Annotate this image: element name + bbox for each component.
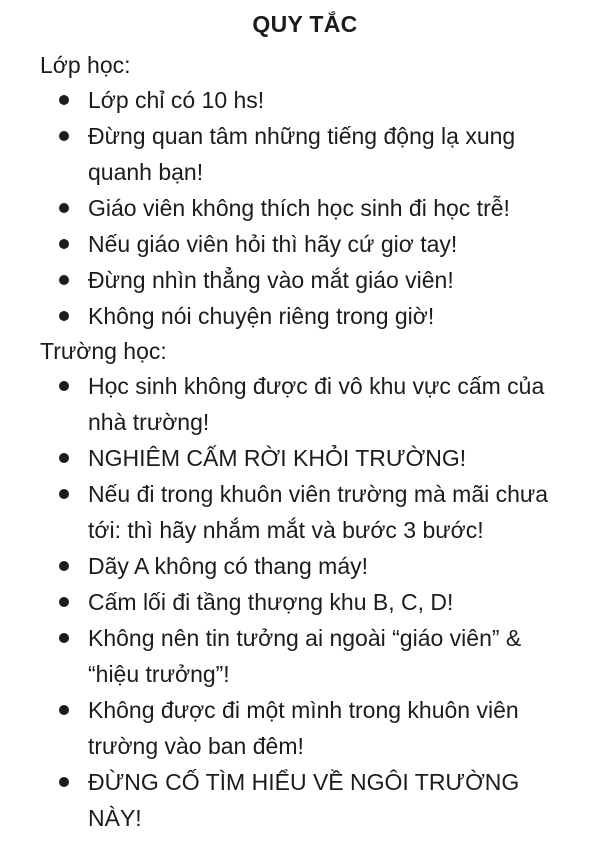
section-heading-classroom: Lớp học: (40, 52, 131, 78)
rule-item (40, 118, 570, 190)
bullet-icon (59, 203, 69, 213)
rule-item (40, 764, 570, 836)
section-school (40, 334, 570, 836)
rule-text: Không nói chuyện riêng trong giờ! (88, 303, 435, 329)
rule-item (40, 584, 570, 620)
rule-text: Không nên tin tưởng ai ngoài “giáo viên” & “hiệu trưởng”! (88, 625, 522, 687)
rule-text: Học sinh không được đi vô khu vực cấm của nhà trường! (88, 373, 545, 435)
bullet-icon (59, 311, 69, 321)
bullet-icon (59, 561, 69, 571)
section-classroom (40, 48, 570, 334)
rule-item (40, 82, 570, 118)
rule-item (40, 262, 570, 298)
rule-item (40, 226, 570, 262)
rule-text: Không được đi một mình trong khuôn viên trường vào ban đêm! (88, 697, 519, 759)
bullet-icon (59, 777, 69, 787)
rule-text: Nếu giáo viên hỏi thì hãy cứ giơ tay! (88, 231, 458, 257)
bullet-icon (59, 131, 69, 141)
bullet-icon (59, 275, 69, 285)
bullet-icon (59, 239, 69, 249)
rule-item (40, 298, 570, 334)
rule-item (40, 440, 570, 476)
document-title: QUY TẮC (252, 11, 358, 37)
bullet-icon (59, 705, 69, 715)
rule-text: NGHIÊM CẤM RỜI KHỎI TRƯỜNG! (88, 445, 467, 471)
rule-item (40, 368, 570, 440)
rule-text: Nếu đi trong khuôn viên trường mà mãi chưa tới: thì hãy nhắm mắt và bước 3 bước! (88, 481, 549, 543)
section-heading-school: Trường học: (40, 338, 167, 364)
bullet-icon (59, 489, 69, 499)
rule-text: Cấm lối đi tầng thượng khu B, C, D! (88, 589, 454, 615)
rule-text: Lớp chỉ có 10 hs! (88, 87, 265, 113)
rule-text: Đừng quan tâm những tiếng động lạ xung quanh bạn! (88, 123, 516, 185)
bullet-icon (59, 381, 69, 391)
bullet-icon (59, 453, 69, 463)
bullet-icon (59, 597, 69, 607)
rule-item (40, 190, 570, 226)
rule-item (40, 548, 570, 584)
rule-text: Đừng nhìn thẳng vào mắt giáo viên! (88, 267, 454, 293)
bullet-icon (59, 95, 69, 105)
rule-item (40, 476, 570, 548)
rule-item (40, 620, 570, 692)
rule-text: Giáo viên không thích học sinh đi học trễ! (88, 195, 510, 221)
bullet-icon (59, 633, 69, 643)
rule-text: ĐỪNG CỐ TÌM HIỂU VỀ NGÔI TRƯỜNG NÀY! (88, 769, 520, 831)
rule-item (40, 692, 570, 764)
rule-text: Dãy A không có thang máy! (88, 553, 369, 579)
rule-list-school (40, 368, 570, 836)
rule-list-classroom (40, 82, 570, 334)
